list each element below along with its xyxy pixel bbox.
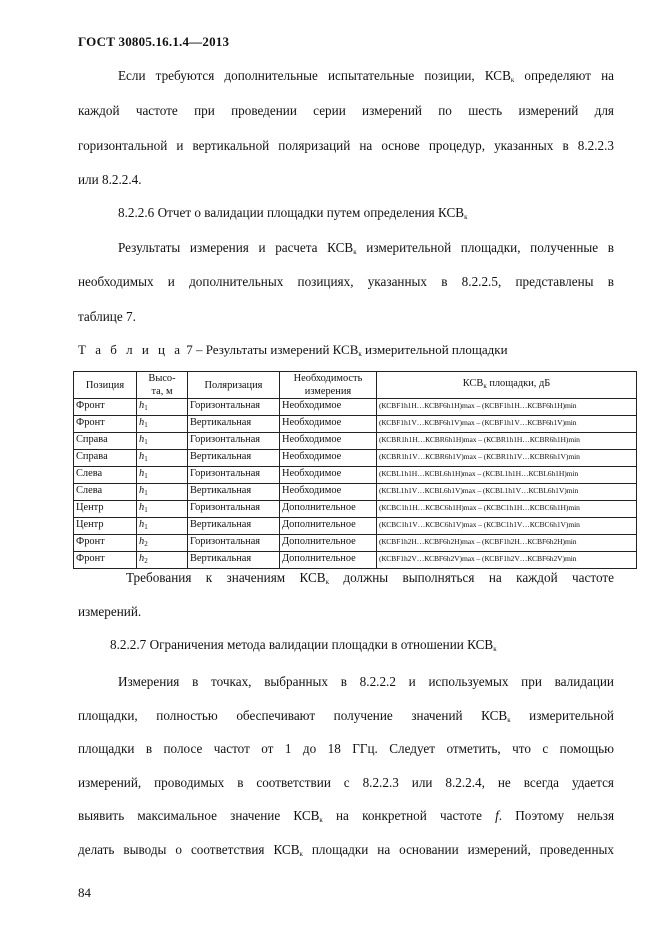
height-symbol: h	[139, 434, 145, 445]
height-symbol: h	[139, 468, 145, 479]
header-polarization: Поляризация	[188, 372, 280, 399]
cell-polarization: Вертикальная	[188, 450, 280, 467]
cell-position: Центр	[74, 518, 137, 535]
section-heading: 8.2.2.6 Отчет о валидации площадки путем определения $КСВ_к$	[118, 205, 468, 221]
table-row	[74, 399, 637, 416]
cell-polarization: Вертикальная	[188, 552, 280, 569]
cell-height	[137, 450, 188, 467]
cell-necessity: Необходимое	[280, 399, 377, 416]
cell-necessity: Необходимое	[280, 484, 377, 501]
height-index: 1	[144, 438, 148, 446]
cell-necessity: Дополнительное	[280, 535, 377, 552]
cell-position: Центр	[74, 501, 137, 518]
paragraph-line: выявить максимальное значение $КСВ_к$ на конкретной частоте f. Поэтому нельзя	[78, 808, 615, 824]
cell-formula: (КСВR1h1H…КСВR6h1H)max – (КСВR1h1H…КСВR6h1H)min	[377, 433, 637, 450]
cell-polarization: Вертикальная	[188, 416, 280, 433]
table-row	[74, 518, 637, 535]
height-symbol: h	[139, 485, 145, 496]
table-row	[74, 433, 637, 450]
table-row	[74, 535, 637, 552]
cell-necessity: Необходимое	[280, 416, 377, 433]
cell-formula: (КСВR1h1V…КСВR6h1V)max – (КСВR1h1V…КСВR6h1V)min	[377, 450, 637, 467]
cell-polarization: Вертикальная	[188, 518, 280, 535]
height-symbol: h	[139, 519, 145, 530]
height-symbol: h	[139, 451, 145, 462]
paragraph-line: Если требуются дополнительные испытательные позиции, $КСВ_к$ определяют на	[118, 68, 614, 84]
paragraph-line: измерений, проводимых в соответствии с 8.2.2.3 или 8.2.2.4, не всегда удается	[78, 775, 614, 790]
height-symbol: h	[139, 502, 145, 513]
cell-formula: (КСВL1h1H…КСВL6h1H)max – (КСВL1h1H…КСВL6h1H)min	[377, 467, 637, 484]
height-index: 1	[144, 421, 148, 429]
height-index: 1	[144, 455, 148, 463]
cell-height	[137, 433, 188, 450]
table-row	[74, 416, 637, 433]
cell-position: Фронт	[74, 535, 137, 552]
header-position: Позиция	[74, 372, 137, 399]
paragraph-line: площадки в полосе частот от 1 до 18 ГГц. Следует отметить, что с помощью	[78, 741, 614, 756]
cell-formula: (КСВC1h1H…КСВC6h1H)max – (КСВC1h1H…КСВC6h1H)min	[377, 501, 637, 518]
header-height: Высо- та, м	[137, 372, 188, 399]
cell-height	[137, 501, 188, 518]
paragraph-line: Результаты измерения и расчета $КСВ_к$ измерительной площадки, полученные в	[118, 240, 614, 256]
paragraph-line: измерений.	[78, 604, 142, 619]
height-index: 2	[144, 557, 148, 565]
height-symbol: h	[139, 417, 145, 428]
cell-necessity: Необходимое	[280, 433, 377, 450]
table-row	[74, 450, 637, 467]
cell-position: Слева	[74, 484, 137, 501]
paragraph-line: необходимых и дополнительных позициях, указанных в 8.2.2.5, представлены в	[78, 274, 614, 289]
cell-polarization: Горизонтальная	[188, 467, 280, 484]
cell-height	[137, 518, 188, 535]
height-index: 1	[144, 472, 148, 480]
table-row	[74, 467, 637, 484]
paragraph-line: площадки, полностью обеспечивают получение значений $КСВ_к$ измерительной	[78, 708, 614, 724]
cell-necessity: Необходимое	[280, 450, 377, 467]
results-table	[73, 371, 637, 569]
height-index: 1	[144, 404, 148, 412]
cell-position: Фронт	[74, 399, 137, 416]
cell-necessity: Дополнительное	[280, 518, 377, 535]
cell-height	[137, 416, 188, 433]
cell-necessity: Необходимое	[280, 467, 377, 484]
paragraph-line: таблице 7.	[78, 309, 136, 324]
cell-position: Справа	[74, 450, 137, 467]
cell-polarization: Горизонтальная	[188, 433, 280, 450]
height-index: 1	[144, 523, 148, 531]
cell-formula: (КСВF1h1V…КСВF6h1V)max – (КСВF1h1V…КСВF6h1V)min	[377, 416, 637, 433]
height-symbol: h	[139, 536, 145, 547]
header-necessity: Необходимость измерения	[280, 372, 377, 399]
cell-polarization: Горизонтальная	[188, 535, 280, 552]
page-number: 84	[78, 885, 91, 900]
height-index: 1	[144, 489, 148, 497]
header-ksv: $КСВ_к$ площадки, дБ	[377, 372, 637, 399]
cell-height	[137, 535, 188, 552]
cell-necessity: Дополнительное	[280, 552, 377, 569]
cell-position: Справа	[74, 433, 137, 450]
height-index: 1	[144, 506, 148, 514]
cell-position: Слева	[74, 467, 137, 484]
table-caption: Т а б л и ц а 7 – Результаты измерений $КСВ_к$ измерительной площадки	[78, 342, 508, 358]
table-row	[74, 552, 637, 569]
height-index: 2	[144, 540, 148, 548]
cell-polarization: Горизонтальная	[188, 501, 280, 518]
cell-formula: (КСВF1h2H…КСВF6h2H)max – (КСВF1h2H…КСВF6h2H)min	[377, 535, 637, 552]
paragraph-line: каждой частоте при проведении серии измерений по шесть измерений для	[78, 103, 614, 118]
paragraph-line: Требования к значениям $КСВ_к$ должны выполняться на каждой частоте	[126, 570, 614, 586]
cell-polarization: Горизонтальная	[188, 399, 280, 416]
document-header: ГОСТ 30805.16.1.4—2013	[78, 34, 230, 49]
cell-height	[137, 399, 188, 416]
cell-polarization: Вертикальная	[188, 484, 280, 501]
table-row	[74, 484, 637, 501]
paragraph-line: горизонтальной и вертикальной поляризаций на основе процедур, указанных в 8.2.2.3	[78, 138, 614, 153]
section-heading: 8.2.2.7 Ограничения метода валидации площадки в отношении $КСВ_к$	[110, 637, 497, 653]
paragraph-line: Измерения в точках, выбранных в 8.2.2.2 и используемых при валидации	[118, 674, 614, 689]
cell-position: Фронт	[74, 416, 137, 433]
paragraph-line: или 8.2.2.4.	[78, 172, 142, 187]
paragraph-line: делать выводы о соответствия $КСВ_к$ площадки на основании измерений, проведенных	[78, 842, 614, 858]
cell-necessity: Дополнительное	[280, 501, 377, 518]
cell-formula: (КСВC1h1V…КСВC6h1V)max – (КСВC1h1V…КСВC6h1V)min	[377, 518, 637, 535]
cell-height	[137, 484, 188, 501]
cell-height	[137, 467, 188, 484]
height-symbol: h	[139, 400, 145, 411]
cell-position: Фронт	[74, 552, 137, 569]
cell-height	[137, 552, 188, 569]
cell-formula: (КСВF1h1H…КСВF6h1H)max – (КСВF1h1H…КСВF6h1H)min	[377, 399, 637, 416]
table-row	[74, 501, 637, 518]
height-symbol: h	[139, 553, 145, 564]
cell-formula: (КСВL1h1V…КСВL6h1V)max – (КСВL1h1V…КСВL6h1V)min	[377, 484, 637, 501]
cell-formula: (КСВF1h2V…КСВF6h2V)max – (КСВF1h2V…КСВF6h2V)min	[377, 552, 637, 569]
